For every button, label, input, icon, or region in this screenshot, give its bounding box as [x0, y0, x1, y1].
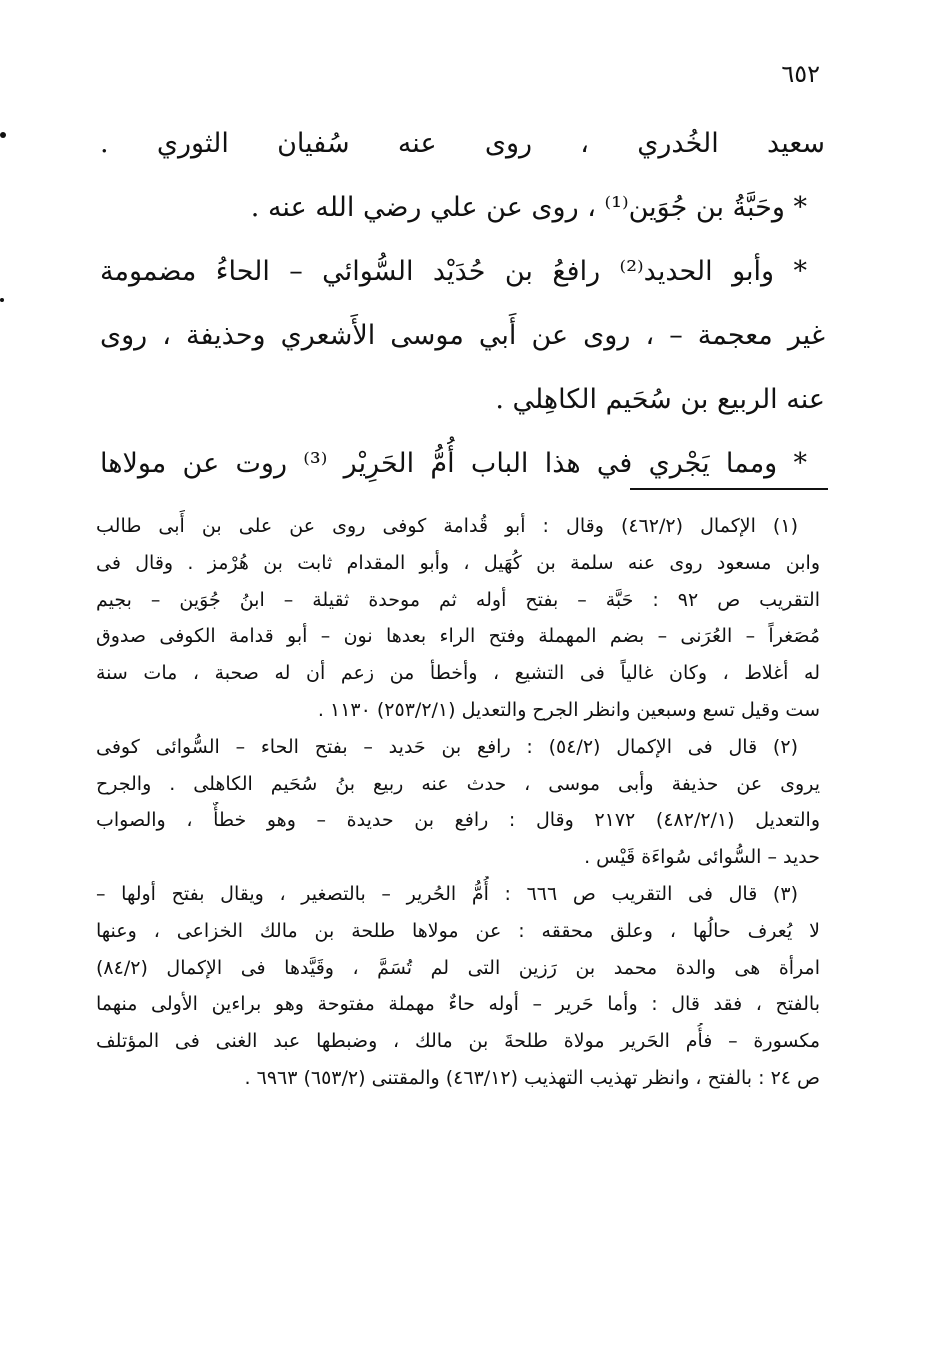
footnote-line: مكسورة – فأُم الحَرير مولاة طلحةَ بن مالك ، وضبطها عبد الغنى فى المؤتلف: [96, 1030, 820, 1053]
footnote-line: لا يُعرف حالُها ، وعلق محققه : عن مولاها طلحة بن مالك الخزاعى ، وعنها: [96, 919, 820, 942]
footnote-3: [96, 876, 820, 1097]
margin-mark: [0, 298, 4, 302]
footnote-line: (٢) قال فى الإكمال (٥٤/٢) : رافع بن حَديد – بفتح الحاء – السُّوائى كوفى: [96, 735, 798, 758]
footnote-line: (٣) قال فى التقريب ص ٦٦٦ : أُمُّ الحُرير – بالتصغير ، ويقال بفتح أولها –: [96, 882, 798, 905]
footnote-separator: [630, 488, 828, 490]
main-text: [100, 112, 825, 496]
footnotes: [96, 508, 820, 1097]
footnote-line: حديد – السُّوائى سُواءَة قَيْس .: [584, 846, 820, 869]
footnote-line: وابن مسعود روى عنه سلمة بن كُهَيل ، وأبو المقدام ثابت بن هُرْمز . وقال فى: [96, 551, 820, 574]
footnote-line: مُصَغراً – العُرَنى – بضم المهملة وفتح الراء بعدها نون – أبو قدامة الكوفى صدوق: [96, 625, 820, 648]
page-number: ٦٥٢: [781, 60, 820, 88]
footnote-line: يروى عن حذيفة وأبى موسى ، حدث عنه ربيع بنُ سُحَيم الكاهلى . والجرح: [96, 772, 820, 795]
footnote-line: والتعديل (٤٨٢/٢/١) ٢١٧٢ وقال : رافع بن حديدة – وهو خطأٌ ، والصواب: [96, 809, 820, 832]
footnote-line: (١) الإكمال (٤٦٢/٢) وقال : أبو قُدامة كوفى روى عن على بن أَبى طالب: [96, 515, 798, 537]
footnote-line: بالفتح ، فقد قال : وأما حَرير – أوله حاءٌ مهملة مفتوحة وهو براءين الأولى منهما: [96, 993, 820, 1016]
footnote-line: امرأة هى والدة محمد بن رَزين التى لم تُسَمَّ ، وقَيَّدها فى الإكمال (٨٤/٢): [96, 956, 820, 979]
footnote-2: [96, 729, 820, 876]
footnote-line: ست وقيل تسع وسبعين وانظر الجرح والتعديل (٢٥٣/٢/١) ١١٣٠ .: [317, 698, 820, 721]
footnote-line: التقريب ص ٩٢ : حَبَّة – بفتح أوله ثم موحدة ثقيلة – ابنُ جُوَين – بجيم: [96, 588, 820, 611]
main-line: * وأبو الحديد⁽²⁾ رافعُ بن حُدَيْد السُّوائي – الحاءُ مضمومة: [100, 256, 807, 287]
footnote-line: له أغلاط ، وكان غالياً فى التشيع ، وأخطأ من زعم أن له صحبة ، مات سنة: [96, 662, 820, 685]
main-line: عنه الربيع بن سُحَيم الكاهِلي .: [495, 384, 825, 415]
main-line: * وحَبَّةُ بن جُوَين⁽¹⁾ ، روى عن علي رضي الله عنه .: [250, 192, 807, 223]
footnote-1: [96, 508, 820, 729]
footnote-line: ص ٢٤ : بالفتح ، وانظر تهذيب التهذيب (٤٦٣/١٢) والمقتنى (٦٥٣/٢) ٦٩٦٣ .: [244, 1066, 820, 1089]
margin-mark: [0, 132, 6, 138]
main-line: سعيد الخُدري ، روى عنه سُفيان الثوري .: [100, 128, 825, 159]
main-line: غير معجمة – ، روى عن أَبي موسى الأَشعري وحذيفة ، روى: [100, 320, 825, 351]
main-line: * ومما يَجْري في هذا الباب أُمُّ الحَرِيْر ⁽³⁾ روت عن مولاها: [100, 448, 807, 479]
